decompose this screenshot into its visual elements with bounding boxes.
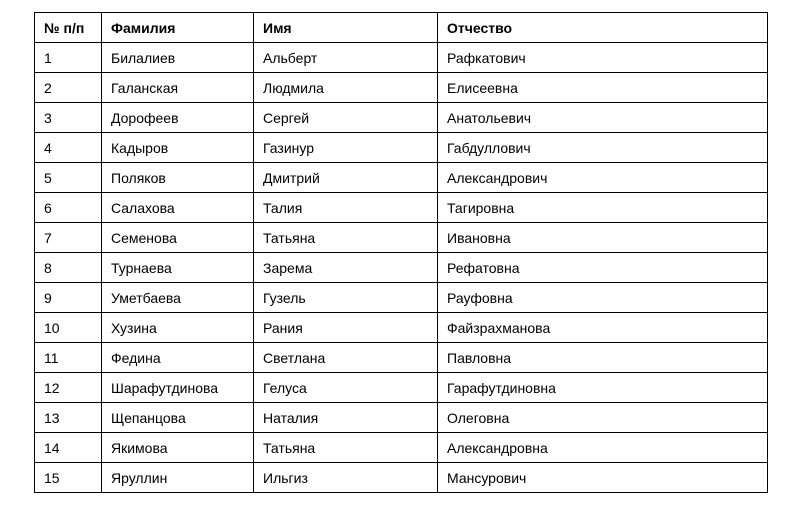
cell-first-name: Ильгиз — [254, 463, 438, 493]
cell-number: 15 — [35, 463, 102, 493]
cell-patronymic: Файзрахманова — [438, 313, 768, 343]
cell-patronymic: Александровна — [438, 433, 768, 463]
header-row — [35, 13, 768, 43]
cell-first-name: Дмитрий — [254, 163, 438, 193]
table-row — [35, 373, 768, 403]
cell-number: 3 — [35, 103, 102, 133]
cell-first-name: Талия — [254, 193, 438, 223]
cell-first-name: Альберт — [254, 43, 438, 73]
cell-patronymic: Габдуллович — [438, 133, 768, 163]
cell-patronymic: Рафкатович — [438, 43, 768, 73]
cell-number: 11 — [35, 343, 102, 373]
table-row — [35, 463, 768, 493]
cell-patronymic: Рефатовна — [438, 253, 768, 283]
cell-first-name: Гелуса — [254, 373, 438, 403]
cell-last-name: Щепанцова — [102, 403, 254, 433]
cell-last-name: Поляков — [102, 163, 254, 193]
cell-last-name: Шарафутдинова — [102, 373, 254, 403]
cell-first-name: Сергей — [254, 103, 438, 133]
cell-last-name: Дорофеев — [102, 103, 254, 133]
cell-last-name: Хузина — [102, 313, 254, 343]
table-row — [35, 223, 768, 253]
table-row — [35, 343, 768, 373]
header-last-name: Фамилия — [102, 13, 254, 43]
cell-number: 14 — [35, 433, 102, 463]
table-row — [35, 313, 768, 343]
header-first-name: Имя — [254, 13, 438, 43]
cell-patronymic: Рауфовна — [438, 283, 768, 313]
cell-last-name: Турнаева — [102, 253, 254, 283]
table-row — [35, 433, 768, 463]
table-row — [35, 163, 768, 193]
cell-last-name: Билалиев — [102, 43, 254, 73]
cell-number: 9 — [35, 283, 102, 313]
cell-last-name: Якимова — [102, 433, 254, 463]
cell-last-name: Кадыров — [102, 133, 254, 163]
cell-first-name: Зарема — [254, 253, 438, 283]
cell-number: 7 — [35, 223, 102, 253]
header-number: № п/п — [35, 13, 102, 43]
cell-number: 5 — [35, 163, 102, 193]
cell-number: 13 — [35, 403, 102, 433]
cell-patronymic: Анатольевич — [438, 103, 768, 133]
cell-last-name: Салахова — [102, 193, 254, 223]
cell-last-name: Семенова — [102, 223, 254, 253]
cell-first-name: Газинур — [254, 133, 438, 163]
cell-number: 6 — [35, 193, 102, 223]
cell-number: 12 — [35, 373, 102, 403]
cell-last-name: Уметбаева — [102, 283, 254, 313]
table-row — [35, 43, 768, 73]
cell-first-name: Рания — [254, 313, 438, 343]
table-row — [35, 283, 768, 313]
cell-last-name: Яруллин — [102, 463, 254, 493]
cell-first-name: Татьяна — [254, 433, 438, 463]
cell-last-name: Галанская — [102, 73, 254, 103]
cell-patronymic: Мансурович — [438, 463, 768, 493]
cell-number: 4 — [35, 133, 102, 163]
table-row — [35, 253, 768, 283]
cell-patronymic: Гарафутдиновна — [438, 373, 768, 403]
header-patronymic: Отчество — [438, 13, 768, 43]
cell-number: 8 — [35, 253, 102, 283]
cell-first-name: Наталия — [254, 403, 438, 433]
cell-number: 1 — [35, 43, 102, 73]
cell-patronymic: Ивановна — [438, 223, 768, 253]
cell-patronymic: Олеговна — [438, 403, 768, 433]
cell-number: 10 — [35, 313, 102, 343]
table-row — [35, 193, 768, 223]
cell-number: 2 — [35, 73, 102, 103]
people-table — [34, 12, 768, 493]
cell-patronymic: Тагировна — [438, 193, 768, 223]
table-row — [35, 103, 768, 133]
cell-patronymic: Александрович — [438, 163, 768, 193]
table-row — [35, 73, 768, 103]
table-header — [35, 13, 768, 43]
cell-last-name: Федина — [102, 343, 254, 373]
cell-patronymic: Елисеевна — [438, 73, 768, 103]
cell-first-name: Татьяна — [254, 223, 438, 253]
cell-first-name: Светлана — [254, 343, 438, 373]
cell-first-name: Людмила — [254, 73, 438, 103]
cell-patronymic: Павловна — [438, 343, 768, 373]
table-body — [35, 43, 768, 493]
table-row — [35, 403, 768, 433]
table-row — [35, 133, 768, 163]
cell-first-name: Гузель — [254, 283, 438, 313]
